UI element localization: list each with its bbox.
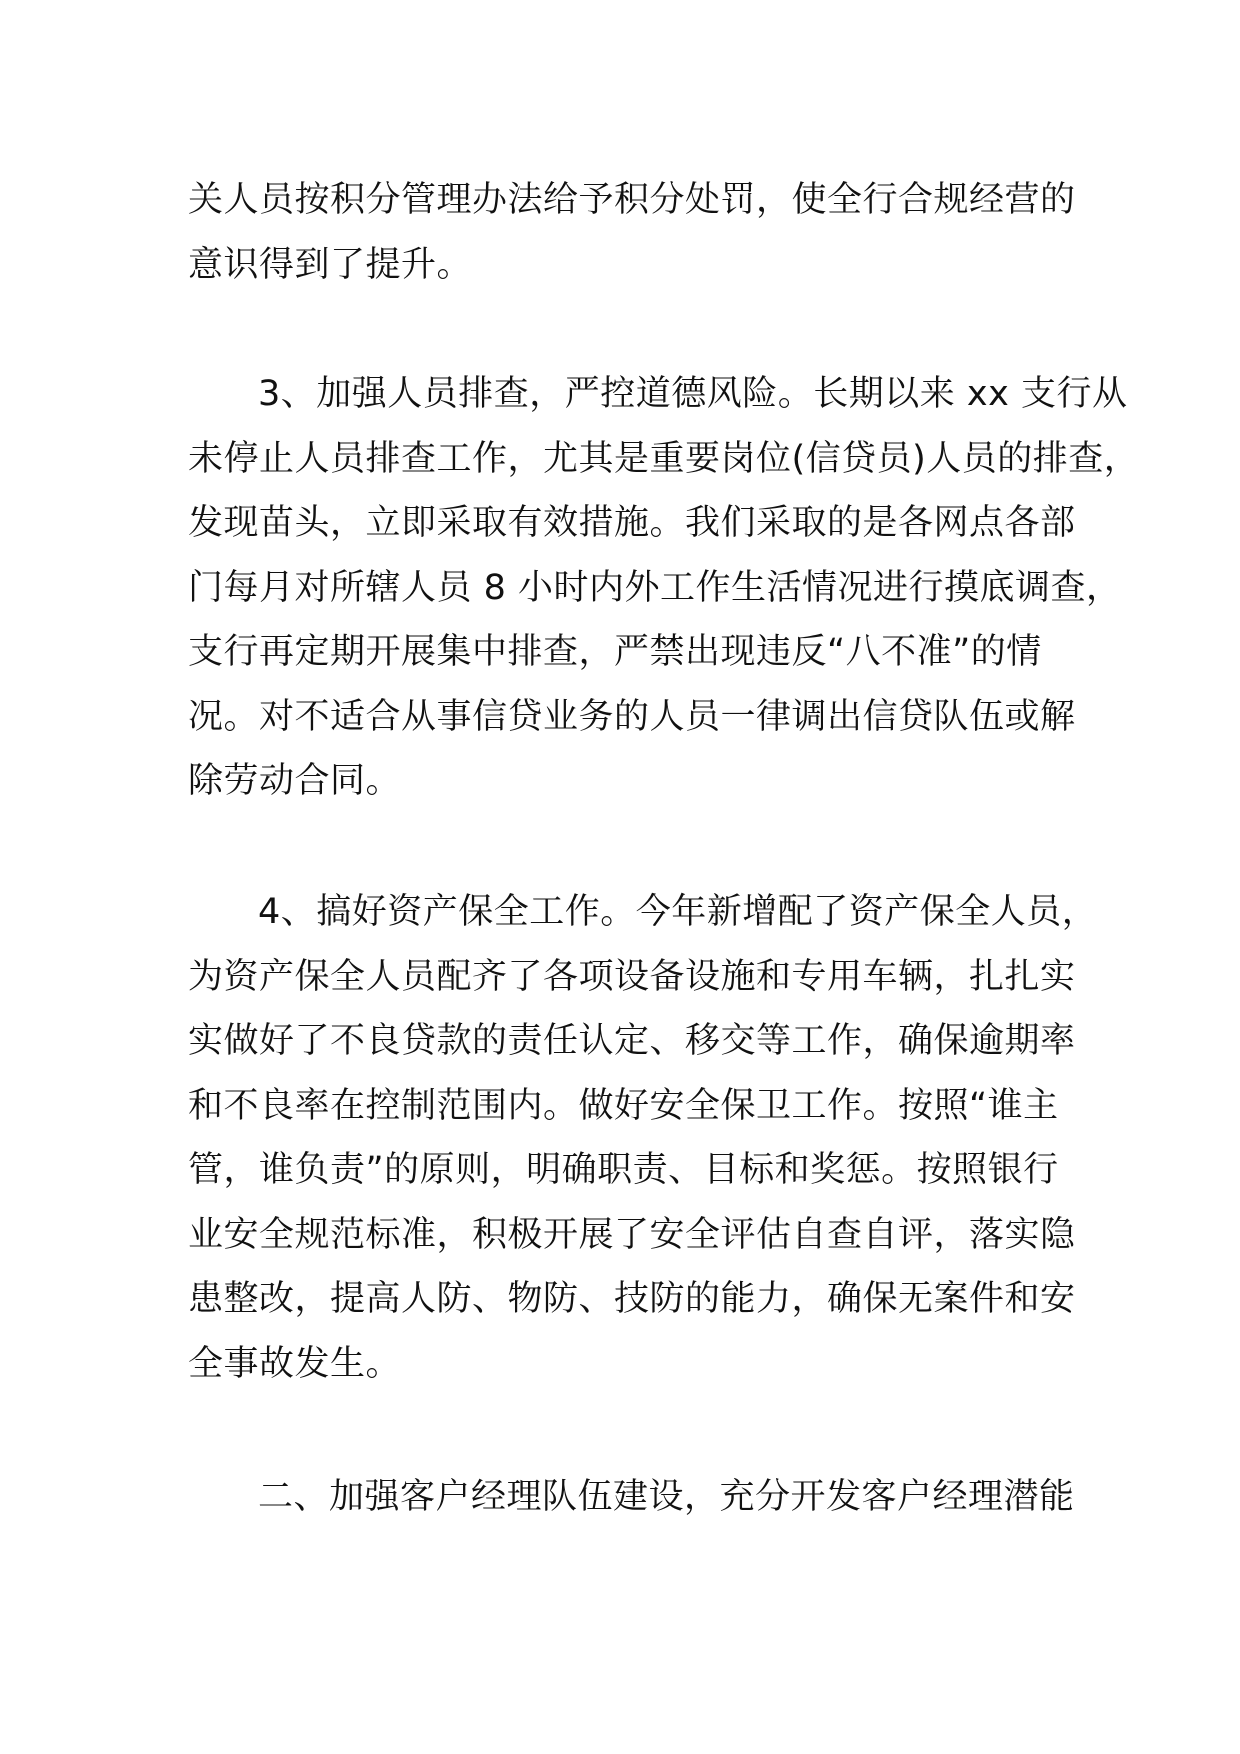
paragraph-line: 况。对不适合从事信贷业务的人员一律调出信贷队伍或解 [188, 696, 1076, 737]
paragraph-line: 业安全规范标准，积极开展了安全评估自查自评，落实隐 [188, 1214, 1076, 1255]
section-heading [188, 1465, 1088, 1530]
paragraph-line: 实做好了不良贷款的责任认定、移交等工作，确保逾期率 [188, 1021, 1076, 1061]
paragraph-line: 全事故发生。 [188, 1343, 402, 1384]
paragraph-line: 和不良率在控制范围内。做好安全保卫工作。按照“谁主 [188, 1085, 1059, 1126]
paragraph-line: 未停止人员排查工作，尤其是重要岗位(信贷员)人员的排查， [188, 438, 1140, 479]
paragraph-line: 4、搞好资产保全工作。今年新增配了资产保全人员， [258, 892, 1098, 932]
paragraph-line: 发现苗头，立即采取有效措施。我们采取的是各网点各部 [188, 503, 1076, 543]
paragraph-line: 意识得到了提升。 [188, 244, 473, 285]
paragraph-line: 管，谁负责”的原则，明确职责、目标和奖惩。按照银行 [188, 1150, 1059, 1190]
paragraph-continuation [188, 168, 1088, 297]
section-heading-text: 二、加强客户经理队伍建设，充分开发客户经理潜能 [258, 1477, 1075, 1517]
paragraph-line: 门每月对所辖人员 8 小时内外工作生活情况进行摸底调查， [188, 567, 1122, 608]
paragraph-line: 为资产保全人员配齐了各项设备设施和专用车辆，扎扎实 [188, 956, 1076, 997]
paragraph-line: 除劳动合同。 [188, 761, 402, 801]
paragraph-line: 支行再定期开展集中排查，严禁出现违反“八不准”的情 [188, 632, 1042, 672]
paragraph-line: 3、加强人员排查，严控道德风险。长期以来 xx 支行从 [258, 374, 1128, 414]
paragraph-line: 患整改，提高人防、物防、技防的能力，确保无案件和安 [188, 1279, 1076, 1319]
paragraph-line: 关人员按积分管理办法给予积分处罚，使全行合规经营的 [188, 180, 1076, 220]
paragraph-asset-preservation [188, 880, 1098, 1396]
paragraph-personnel-screening [188, 362, 1140, 814]
